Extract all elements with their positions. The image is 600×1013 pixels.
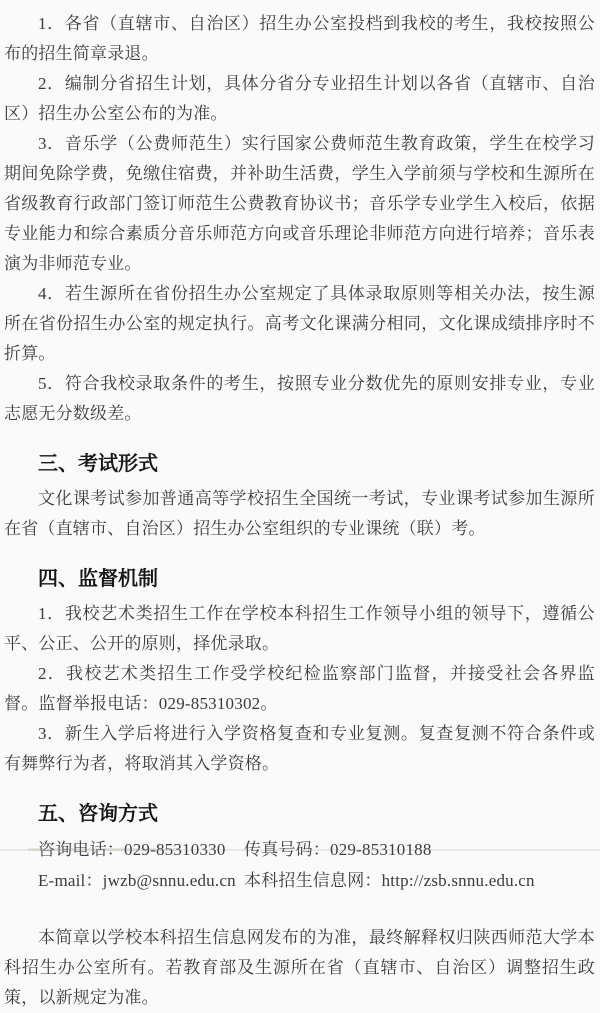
supervision-paragraph-1: 1．我校艺术类招生工作在学校本科招生工作领导小组的领导下，遵循公平、公正、公开的原则，择优录取。 bbox=[4, 604, 595, 653]
contact-website bbox=[244, 865, 535, 896]
closing-paragraph: 本简章以学校本科招生信息网发布的为准，最终解释权归陕西师范大学本科招生办公室所有。若教育部及生源所在省（直辖市、自治区）调整招生政策，以新规定为准。 bbox=[4, 928, 595, 1007]
intro-paragraph-1: 1．各省（直辖市、自治区）招生办公室投档到我校的考生，我校按照公布的招生简章录退。 bbox=[4, 14, 595, 63]
intro-paragraph-5: 5．符合我校录取条件的考生，按照专业分数优先的原则安排专业，专业志愿无分数级差。 bbox=[4, 374, 595, 423]
contact-fax-value: 029-85310188 bbox=[330, 840, 432, 859]
cropped-text-artifact bbox=[28, 848, 178, 851]
contact-fax-label: 传真号码： bbox=[244, 840, 330, 859]
contact-email-label: E-mail： bbox=[38, 871, 103, 890]
intro-paragraph-2: 2．编制分省招生计划，具体分省分专业招生计划以各省（直辖市、自治区）招生办公室公布的为准。 bbox=[4, 74, 595, 123]
intro-paragraph-3: 3．音乐学（公费师范生）实行国家公费师范生教育政策，学生在校学习期间免除学费，免缴住宿费，并补助生活费，学生入学前须与学校和生源所在省级教育行政部门签订师范生公费教育协议书；音乐学专业学生入校后，依据专业能力和综合素质分音乐师范方向或音乐理论非师范方向进行培养；音乐表演为非师范专业。 bbox=[4, 134, 595, 273]
section-heading-contact: 五、咨询方式 bbox=[38, 803, 158, 825]
section-heading-supervision: 四、监督机制 bbox=[38, 568, 158, 590]
contact-phone-value: 029-85310330 bbox=[124, 840, 226, 859]
contact-phone-label: 咨询电话： bbox=[38, 840, 124, 859]
section-heading-exam-format: 三、考试形式 bbox=[38, 453, 158, 475]
contact-website-label: 本科招生信息网： bbox=[244, 871, 382, 890]
intro-paragraph-4: 4．若生源所在省份招生办公室规定了具体录取原则等相关办法，按生源所在省份招生办公室的规定执行。高考文化课满分相同，文化课成绩排序时不折算。 bbox=[4, 284, 595, 363]
contact-email bbox=[38, 865, 244, 896]
contact-email-value: jwzb@snnu.edu.cn bbox=[102, 871, 236, 890]
contact-website-value: http://zsb.snnu.edu.cn bbox=[381, 871, 535, 890]
contact-row-email-website bbox=[4, 865, 595, 896]
supervision-paragraph-2: 2．我校艺术类招生工作受学校纪检监察部门监督，并接受社会各界监督。监督举报电话：029-85310302。 bbox=[4, 664, 595, 713]
supervision-paragraph-3: 3．新生入学后将进行入学资格复查和专业复测。复查复测不符合条件或有舞弊行为者，将取消其入学资格。 bbox=[4, 724, 595, 773]
exam-format-paragraph: 文化课考试参加普通高等学校招生全国统一考试，专业课考试参加生源所在省（直辖市、自治区）招生办公室组织的专业课统（联）考。 bbox=[4, 489, 595, 538]
